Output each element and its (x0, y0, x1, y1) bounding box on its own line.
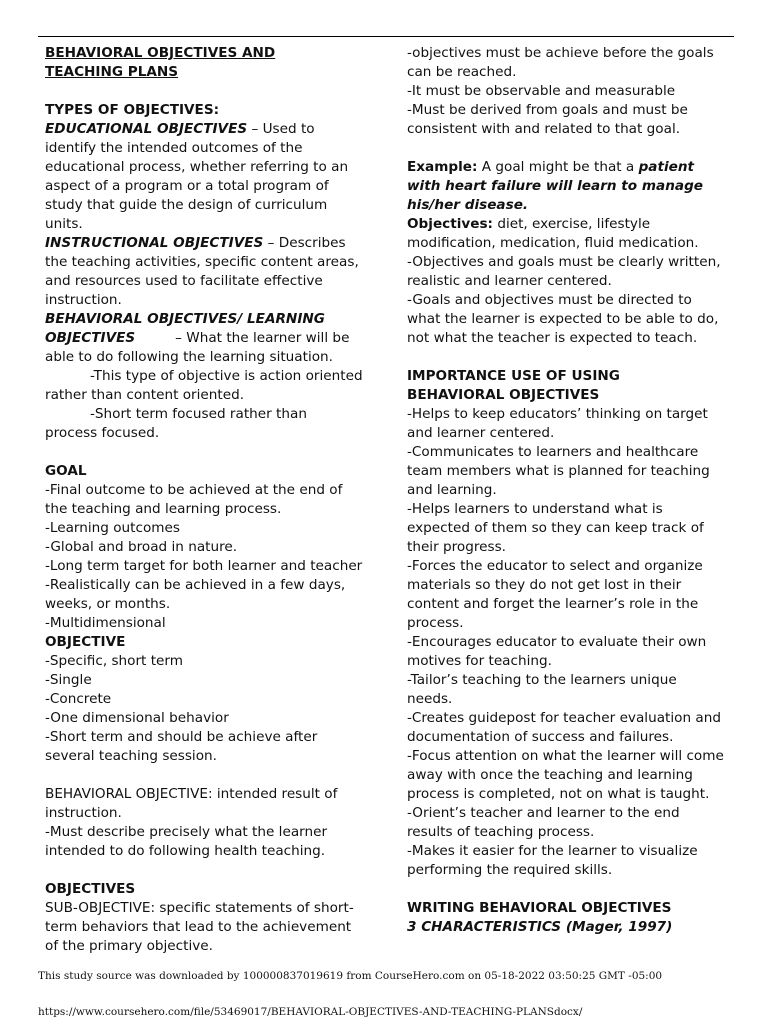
goal-item: -Global and broad in nature. (45, 539, 238, 555)
objective-item: -One dimensional behavior (45, 710, 229, 726)
importance-item: -Orient’s teacher and learner to the end results of teaching process. (407, 805, 680, 840)
objectives-para (407, 215, 725, 253)
top-rule (38, 36, 734, 37)
objective-item: -Concrete (45, 691, 112, 707)
behavioral-text: – What the learner will be able to do following the learning situation. (45, 330, 350, 365)
goal-item: -Long term target for both learner and teacher (45, 558, 363, 574)
objectives-heading: OBJECTIVES (45, 881, 136, 897)
example-emphasis: patient with heart failure will learn to manage his/her disease. (407, 159, 704, 213)
educational-term: EDUCATIONAL OBJECTIVES (45, 121, 248, 137)
example-text: A goal might be that a (477, 159, 639, 175)
behavioral-note-2: -Short term focused rather than process focused. (45, 406, 307, 441)
intro-item: -It must be observable and measurable (407, 83, 676, 99)
importance-item: -Helps to keep educators’ thinking on target and learner centered. (407, 406, 708, 441)
importance-item: -Communicates to learners and healthcare team members what is planned for teaching and learning. (407, 444, 710, 498)
objective-item: -Single (45, 672, 92, 688)
instructional-text: – Describes the teaching activities, specific content areas, and resources used to facilitate effective instruction. (45, 235, 359, 308)
source-url[interactable]: https://www.coursehero.com/file/53469017/BEHAVIORAL-OBJECTIVES-AND-TEACHING-PLANSdocx/ (38, 1006, 583, 1018)
educational-text: – Used to identify the intended outcomes of the educational process, whether referring to an aspect of a program or a total program of study that guide the design of curriculum units. (45, 121, 349, 232)
behavioral-objective-term: BEHAVIORAL OBJECTIVE (45, 786, 208, 802)
behavioral-objective-item: -Must describe precisely what the learner intended to do following health teaching. (45, 824, 328, 859)
behavioral-note-1: -This type of objective is action oriented rather than content oriented. (45, 368, 363, 403)
types-heading: TYPES OF OBJECTIVES: (45, 102, 220, 118)
goal-heading: GOAL (45, 463, 87, 479)
objectives-text: diet, exercise, lifestyle modification, medication, fluid medication. (407, 216, 699, 251)
importance-heading (407, 367, 725, 405)
title-line-1: BEHAVIORAL OBJECTIVES AND (45, 45, 276, 61)
after-item: -Goals and objectives must be directed to what the learner is expected to be able to do, not what the teacher is expected to teach. (407, 292, 719, 346)
objectives-label: Objectives: (407, 216, 493, 232)
characteristics-heading: 3 CHARACTERISTICS (Mager, 1997) (407, 919, 673, 935)
download-source-note: This study source was downloaded by 100000837019619 from CourseHero.com on 05-18-2022 03:50:25 GMT -05:00 (38, 970, 738, 983)
behavioral-term: BEHAVIORAL OBJECTIVES/ LEARNING OBJECTIVES (45, 311, 325, 346)
behavioral-objective-text: : intended result of instruction. (45, 786, 338, 821)
document-title (45, 44, 363, 82)
importance-heading-line-2: BEHAVIORAL OBJECTIVES (407, 387, 600, 403)
importance-item: -Makes it easier for the learner to visualize performing the required skills. (407, 843, 698, 878)
objective-item: -Specific, short term (45, 653, 183, 669)
title-line-2: TEACHING PLANS (45, 64, 179, 80)
sub-objective-para: SUB-OBJECTIVE: specific statements of short-term behaviors that lead to the achievement of the primary objective. (45, 900, 354, 954)
intro-item: -Must be derived from goals and must be consistent with and related to that goal. (407, 102, 688, 137)
left-column (45, 44, 363, 956)
importance-item: -Focus attention on what the learner will come away with once the teaching and learning process is completed, not on what is taught. (407, 748, 724, 802)
goal-item: -Realistically can be achieved in a few days, weeks, or months. (45, 577, 346, 612)
writing-heading: WRITING BEHAVIORAL OBJECTIVES (407, 900, 672, 916)
behavioral-objective-para (45, 785, 363, 823)
objective-heading: OBJECTIVE (45, 634, 126, 650)
behavioral-objectives-para (45, 310, 363, 367)
intro-item: -objectives must be achieve before the goals can be reached. (407, 45, 714, 80)
instructional-objectives-para (45, 234, 363, 310)
importance-heading-line-1: IMPORTANCE USE OF USING (407, 368, 620, 384)
importance-item: -Encourages educator to evaluate their own motives for teaching. (407, 634, 707, 669)
importance-item: -Creates guidepost for teacher evaluation and documentation of success and failures. (407, 710, 721, 745)
goal-item: -Final outcome to be achieved at the end of the teaching and learning process. (45, 482, 343, 517)
educational-objectives-para (45, 120, 363, 234)
example-label: Example: (407, 159, 478, 175)
importance-item: -Tailor’s teaching to the learners unique needs. (407, 672, 677, 707)
importance-item: -Forces the educator to select and organize materials so they do not get lost in their content and forget the learner’s role in the process. (407, 558, 703, 631)
importance-item: -Helps learners to understand what is expected of them so they can keep track of their progress. (407, 501, 704, 555)
right-column (407, 44, 725, 937)
goal-item: -Learning outcomes (45, 520, 180, 536)
goal-item: -Multidimensional (45, 615, 166, 631)
example-para (407, 158, 725, 215)
objective-item: -Short term and should be achieve after several teaching session. (45, 729, 318, 764)
after-item: -Objectives and goals must be clearly written, realistic and learner centered. (407, 254, 721, 289)
instructional-term: INSTRUCTIONAL OBJECTIVES (45, 235, 264, 251)
